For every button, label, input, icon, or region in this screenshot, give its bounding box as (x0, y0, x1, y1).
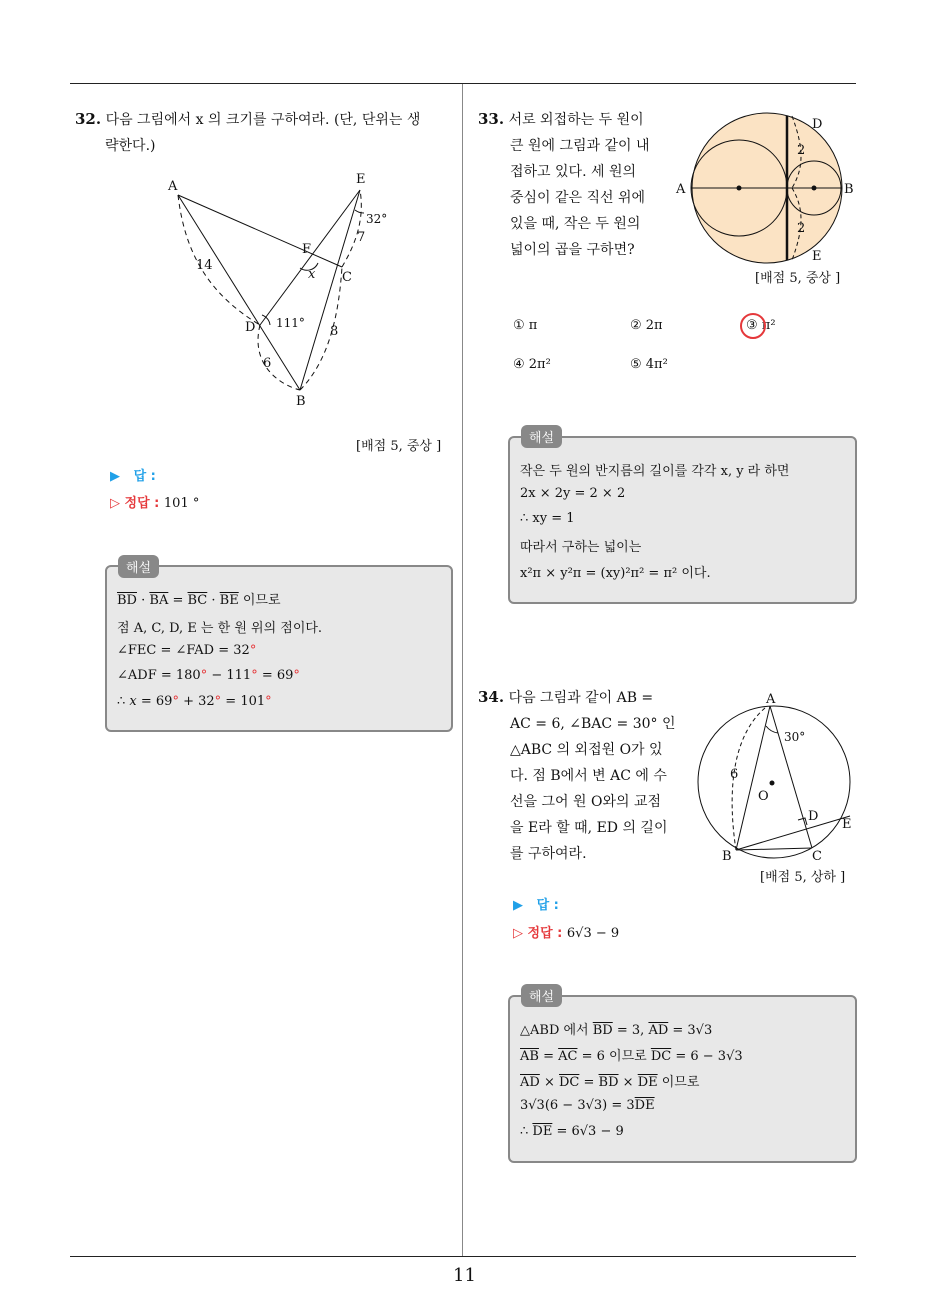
q34-solution-line-1: $\overline{AB} = \overline{AC} = 6$ 이므로 $\overline{DC} = 6 - 3√3$ (520, 1049, 743, 1064)
q34-text-6: 를 구하여라. (510, 846, 587, 862)
q34-solution-line-0: △ABD 에서 $\overline{BD} = 3$, $\overline{AD} = 3√3$ (520, 1023, 713, 1038)
label-8: 8 (330, 324, 339, 339)
q34-text-1: AC = 6, ∠BAC = 30° 인 (510, 716, 676, 732)
q33-solution-box (508, 436, 857, 604)
q33-choice-4[interactable]: ④ 2π² (513, 357, 551, 372)
center-O (770, 781, 775, 786)
q33-choice-1[interactable]: ① π (513, 318, 538, 333)
side-AC (770, 706, 812, 848)
q34-correct-value: 6√3 − 9 (566, 926, 620, 941)
top-rule (70, 83, 856, 84)
q32-text-line2: 략한다.) (105, 138, 156, 154)
label-7: 7 (357, 230, 366, 245)
label-B: B (296, 394, 306, 409)
q34-question (478, 684, 688, 867)
q33-choice-2[interactable]: ② 2π (630, 318, 663, 333)
q34-figure (690, 688, 860, 866)
q33-number: 33. (478, 110, 505, 128)
play-arrow-icon: ▶ (513, 898, 523, 913)
q34-text-2: △ABC 의 외접원 O가 있 (510, 742, 663, 758)
q33-score: [배점 5, 중상 ] (755, 271, 841, 286)
page-number: 11 (453, 1265, 476, 1286)
q32-correct-label: 정답 : (124, 496, 160, 511)
q33-figure (672, 108, 862, 268)
q34-solution-tag: 해설 (521, 984, 562, 1007)
label-x: x (308, 267, 316, 282)
side-AB (736, 706, 770, 850)
q33-choice-3[interactable] (746, 318, 776, 333)
q32-correct-value: 101 ° (163, 496, 200, 511)
side-BC (736, 848, 812, 850)
q33-text-5: 넓이의 곱을 구하면? (510, 242, 635, 258)
label-E: E (842, 817, 852, 832)
q32-solution-tag: 해설 (118, 555, 159, 578)
q33-solution-line-3: 따라서 구하는 넓이는 (520, 540, 642, 555)
q32-score: [배점 5, 중상 ] (356, 439, 442, 454)
q32-number: 32. (75, 110, 102, 128)
q34-solution-line-2: $\overline{AD} \times \overline{DC} = \overline{BD} \times \overline{DE}$ 이므로 (520, 1075, 700, 1090)
label-E: E (812, 249, 822, 264)
q33-question (478, 106, 668, 263)
center-medium (737, 186, 742, 191)
label-A: A (676, 182, 686, 197)
label-2-bottom: 2 (797, 221, 806, 236)
q32-solution-line-0: $\overline{BD} \cdot \overline{BA} = \overline{BC} \cdot \overline{BE}$ 이므로 (117, 593, 281, 608)
q32-solution-line-4: ∴ x = 69° + 32° = 101° (117, 694, 272, 709)
label-14: 14 (196, 258, 213, 273)
q34-solution-line-3: $3√3(6 - 3√3) = 3\overline{DE}$ (520, 1098, 655, 1113)
q34-answer-line (513, 894, 559, 913)
line-ED (260, 190, 360, 325)
q33-solution-line-4: x²π × y²π = (xy)²π² = π² 이다. (520, 566, 711, 581)
q33-text-1: 큰 원에 그림과 같이 내 (510, 138, 650, 154)
column-divider (462, 84, 463, 1256)
label-F: F (302, 242, 312, 257)
label-A: A (766, 692, 776, 707)
label-6: 6 (730, 767, 739, 782)
label-2-top: 2 (797, 143, 806, 158)
q33-solution-line-0: 작은 두 원의 반지름의 길이를 각각 x, y 라 하면 (520, 464, 790, 479)
q32-solution-box (105, 565, 453, 732)
q32-answer-label: 답 : (133, 469, 156, 484)
label-111deg: 111° (276, 316, 305, 330)
selected-circle-icon (740, 313, 766, 339)
label-O: O (758, 789, 769, 804)
q33-choice-5[interactable]: ⑤ 4π² (630, 357, 668, 372)
q34-solution-box (508, 995, 857, 1163)
q32-solution-line-2: ∠FEC = ∠FAD = 32° (117, 643, 257, 658)
q33-choice-3-label: ③ π² (746, 318, 776, 333)
q33-text-3: 중심이 같은 직선 위에 (510, 190, 646, 206)
q32-solution-line-1: 점 A, C, D, E 는 한 원 위의 점이다. (117, 621, 323, 636)
label-30deg: 30° (784, 730, 806, 744)
q32-answer-line (110, 465, 156, 484)
line-BE (736, 816, 850, 850)
q32-text-line1: 다음 그림에서 x 의 크기를 구하여라. (단, 단위는 생 (105, 112, 421, 128)
q32-correct-line (110, 492, 199, 511)
label-D: D (245, 320, 256, 335)
line-EB (300, 190, 360, 390)
q34-text-0: 다음 그림과 같이 AB = (508, 690, 654, 706)
q34-score: [배점 5, 상하 ] (760, 870, 846, 885)
outline-arrow-icon: ▷ (513, 926, 523, 941)
outline-arrow-icon: ▷ (110, 496, 120, 511)
q34-solution-line-4: ∴ $\overline{DE} = 6√3 - 9$ (520, 1124, 624, 1139)
q33-text-4: 있을 때, 작은 두 원의 (510, 216, 641, 232)
q33-text-2: 접하고 있다. 세 원의 (510, 164, 636, 180)
q33-solution-line-2: ∴ xy = 1 (520, 511, 575, 526)
right-angle-mark (798, 818, 807, 825)
label-A: A (168, 179, 178, 194)
label-32deg: 32° (366, 212, 388, 226)
q33-solution-tag: 해설 (521, 425, 562, 448)
label-C: C (812, 849, 822, 864)
play-arrow-icon: ▶ (110, 469, 120, 484)
label-B: B (844, 182, 854, 197)
q34-correct-label: 정답 : (527, 926, 563, 941)
q34-text-3: 다. 점 B에서 변 AC 에 수 (510, 768, 667, 784)
bottom-rule (70, 1256, 856, 1257)
line-AC (178, 195, 342, 267)
q33-text-0: 서로 외접하는 두 원이 (508, 112, 644, 128)
center-small (812, 186, 817, 191)
q32-question (75, 106, 460, 159)
q34-answer-label: 답 : (536, 898, 559, 913)
q32-figure (150, 165, 410, 415)
label-D: D (812, 117, 823, 132)
label-B: B (722, 849, 732, 864)
q34-number: 34. (478, 688, 505, 706)
line-AB (178, 195, 300, 390)
q34-text-4: 선을 그어 원 O와의 교점 (510, 794, 661, 810)
label-E: E (356, 172, 366, 187)
q32-solution-line-3: ∠ADF = 180° − 111° = 69° (117, 668, 300, 683)
q34-text-5: 을 E라 할 때, ED 의 길이 (510, 820, 668, 836)
q34-correct-line (513, 922, 619, 941)
label-6: 6 (263, 356, 272, 371)
angle-mark-E (355, 210, 364, 213)
label-C: C (342, 270, 352, 285)
q33-solution-line-1: 2x × 2y = 2 × 2 (520, 486, 626, 501)
label-D: D (808, 809, 819, 824)
